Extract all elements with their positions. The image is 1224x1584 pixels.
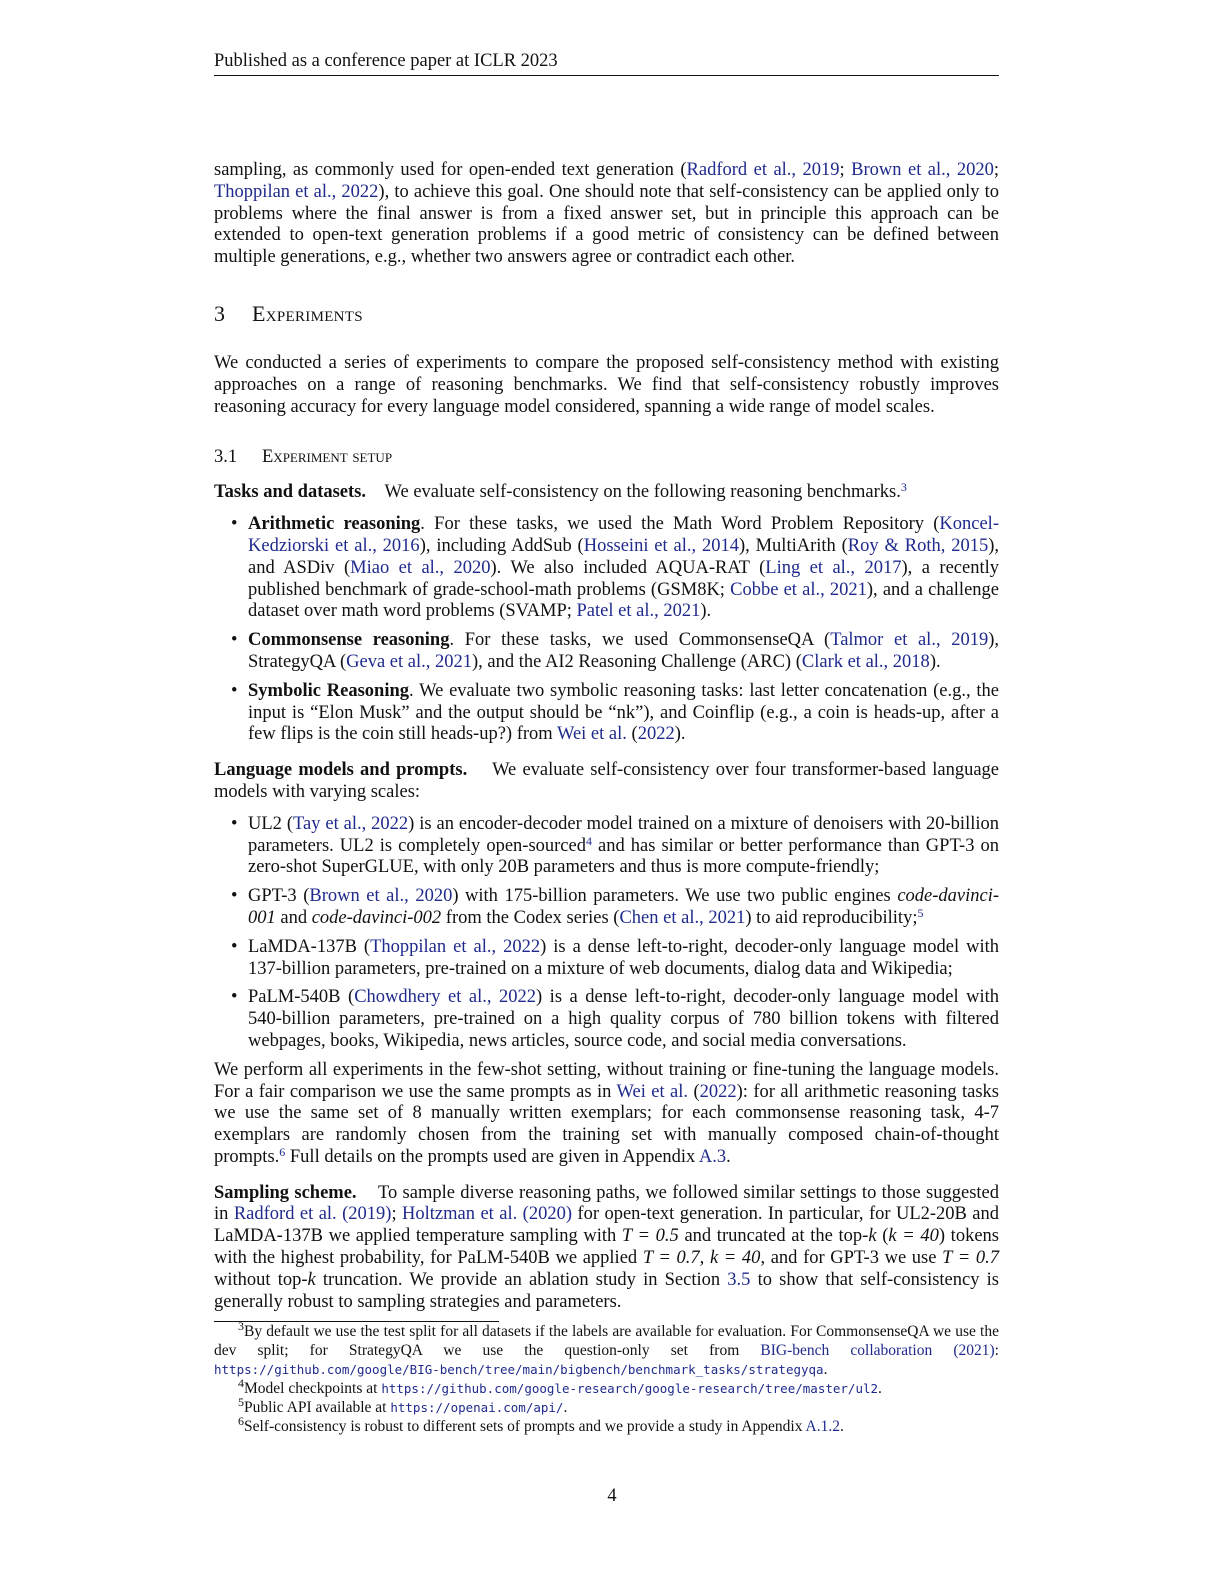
citation-link[interactable]: Clark et al., 2018 xyxy=(801,651,930,672)
text: ), to achieve this goal. One should note that self-consistency can be applied only to problems where the final answer is from a fixed answer set, but in principle this approach can be extended to open-text generation problems if a good metric of consistency can be defined between multiple generations, e.g., whether two answers agree or contradict each other. xyxy=(214,181,999,268)
citation-link[interactable]: Brown et al., 2020 xyxy=(851,160,994,180)
citation-link[interactable]: 2022 xyxy=(637,724,675,745)
citation-link[interactable]: Thoppilan et al., 2022 xyxy=(370,936,541,957)
page-number: 4 xyxy=(607,1486,617,1506)
citation-link[interactable]: Radford et al., 2019 xyxy=(686,160,840,180)
intro-paragraph xyxy=(214,160,999,269)
list-item: • PaLM-540B (Chowdhery et al., 2022) is a dense left-to-right, decoder-only language model with 540-billion parameters, pre-trained on a high quality corpus of 780 billion tokens with filtered webpages, books, Wikipedia, news articles, source code, and social media conversations. xyxy=(214,987,999,1052)
citation-link[interactable]: Cobbe et al., 2021 xyxy=(730,579,867,600)
citation-link[interactable]: Wei et al. xyxy=(616,1081,689,1102)
item-heading: Symbolic Reasoning xyxy=(248,680,410,701)
subsection-title: Experiment setup xyxy=(262,447,393,468)
citation-link[interactable]: Chowdhery et al., 2022 xyxy=(354,987,536,1008)
models-paragraph xyxy=(214,760,999,804)
citation-link[interactable]: 2022 xyxy=(699,1081,737,1102)
paragraph-heading: Sampling scheme. xyxy=(214,1182,357,1203)
list-item: • LaMDA-137B (Thoppilan et al., 2022) is a dense left-to-right, decoder-only language model with 137-billion parameters, pre-trained on a mixture of web documents, dialog data and Wikipedia; xyxy=(214,937,999,981)
section-link[interactable]: 3.5 xyxy=(727,1269,751,1290)
citation-link[interactable]: Hosseini et al., 2014 xyxy=(583,535,739,556)
fewshot-paragraph: We perform all experiments in the few-shot setting, without training or fine-tuning the language models. For a fair comparison we use the same prompts as in Wei et al. (2022): for all arithmetic reasoning tasks we use the same set of 8 manually written exemplars; for each commonsense reasoning task, 4-7 exemplars are randomly chosen from the training set with manually composed chain-of-thought prompts.$^6$ Full details on the prompts used are given in Appendix A.3. xyxy=(214,1059,999,1167)
citation-link[interactable]: Ling et al., 2017 xyxy=(765,557,902,578)
tasks-paragraph xyxy=(214,482,999,504)
footnote-3: $^3$By default we use the test split for all datasets if the labels are available for evaluation. For CommonsenseQA we use the dev split; for StrategyQA we use the question-only set from BIG-bench collaboration (2021): https://github.com/google/BIG-bench/tree/main/bigbench/benchmark_tasks/strategyqa. xyxy=(214,1319,999,1379)
list-item: • Symbolic Reasoning. We evaluate two symbolic reasoning tasks: last letter concatenation (e.g., the input is “Elon Musk” and the output should be “nk”), and Coinflip (e.g., a coin is heads-up, after a few flips is the coin still heads-up?) from Wei et al. (2022). xyxy=(214,681,999,746)
section-number: 3 xyxy=(214,300,225,326)
citation-link[interactable]: Patel et al., 2021 xyxy=(576,601,701,622)
text: We evaluate self-consistency over four transformer-based language models with varying scales: xyxy=(214,760,1000,802)
text: ; xyxy=(993,160,1000,180)
paragraph-heading: Tasks and datasets. xyxy=(214,482,367,503)
footnote-6: $^6$Self-consistency is robust to different sets of prompts and we provide a study in Appendix A.1.2. xyxy=(238,1414,844,1436)
footnote-5: $^5$Public API available at https://openai.com/api/. xyxy=(238,1395,568,1417)
citation-link[interactable]: Brown et al., 2020 xyxy=(309,886,453,907)
list-item: • GPT-3 (Brown et al., 2020) with 175-billion parameters. We use two public engines code-davinci-001 and code-davinci-002 from the Codex series (Chen et al., 2021) to aid reproducibility;$^5$ xyxy=(214,886,999,930)
section-intro-paragraph: We conducted a series of experiments to compare the proposed self-consistency method with existing approaches on a range of reasoning benchmarks. We find that self-consistency robustly improves reasoning accuracy for every language model considered, spanning a wide range of model scales. xyxy=(214,352,999,417)
footnote-marker[interactable]: 3 xyxy=(900,480,907,495)
models-list xyxy=(214,814,999,1053)
citation-link[interactable]: Roy & Roth, 2015 xyxy=(847,535,989,556)
citation-link[interactable]: Thoppilan et al., 2022 xyxy=(214,181,379,202)
footnote-marker[interactable]: 6 xyxy=(279,1144,286,1159)
engine-name: code-davinci-002 xyxy=(311,907,442,928)
list-item: • Arithmetic reasoning. For these tasks, we used the Math Word Problem Repository (Koncel-Kedziorski et al., 2016), including AddSub (Hosseini et al., 2014), MultiArith (Roy & Roth, 2015), and ASDiv (Miao et al., 2020). We also included AQUA-RAT (Ling et al., 2017), a recently published benchmark of grade-school-math problems (GSM8K; Cobbe et al., 2021), and a challenge dataset over math word problems (SVAMP; Patel et al., 2021). xyxy=(214,514,999,623)
url-link[interactable]: https://github.com/google-research/google-research/tree/master/ul2 xyxy=(381,1381,879,1397)
footnote-marker[interactable]: 5 xyxy=(917,905,924,920)
footnote-4: $^4$Model checkpoints at https://github.com/google-research/google-research/tree/master/ul2. xyxy=(238,1376,882,1398)
citation-link[interactable]: Geva et al., 2021 xyxy=(346,651,473,672)
section-heading xyxy=(214,301,999,327)
citation-link[interactable]: Wei et al. xyxy=(556,724,627,745)
citation-link[interactable]: Radford et al. (2019) xyxy=(233,1204,392,1225)
citation-link[interactable]: Talmor et al., 2019 xyxy=(830,630,989,651)
text: sampling, as commonly used for open-ended text generation ( xyxy=(214,160,687,180)
math: T = 0.7 xyxy=(942,1248,999,1269)
citation-link[interactable]: Koncel-Kedziorski et al., 2016 xyxy=(248,514,999,556)
text: ; xyxy=(839,160,852,180)
list-item: • UL2 (Tay et al., 2022) is an encoder-decoder model trained on a mixture of denoisers with 20-billion parameters. UL2 is completely open-sourced$^4$ and has similar or better performance than GPT-3 on zero-shot SuperGLUE, with only 20B parameters and thus is more compute-friendly; xyxy=(214,814,999,879)
paper-page xyxy=(214,48,999,1436)
list-item: • Commonsense reasoning. For these tasks, we used CommonsenseQA (Talmor et al., 2019), StrategyQA (Geva et al., 2021), and the AI2 Reasoning Challenge (ARC) (Clark et al., 2018). xyxy=(214,630,999,674)
citation-link[interactable]: Chen et al., 2021 xyxy=(619,907,746,928)
sampling-paragraph: Sampling scheme. To sample diverse reasoning paths, we followed similar settings to those suggested in Radford et al. (2019); Holtzman et al. (2020) for open-text generation. In particular, for UL2-20B and LaMDA-137B we applied temperature sampling with T = 0.5 and truncated at the top-k (k = 40) tokens with the highest probability, for PaLM-540B we applied T = 0.7, k = 40, and for GPT-3 we use T = 0.7 without top-k truncation. We provide an ablation study in Section 3.5 to show that self-consistency is generally robust to sampling strategies and parameters. xyxy=(214,1182,1000,1312)
text: We evaluate self-consistency on the following reasoning benchmarks. xyxy=(384,482,901,503)
section-title: Experiments xyxy=(252,300,363,326)
citation-link[interactable]: BIG-bench collaboration (2021) xyxy=(760,1342,995,1360)
item-heading: Commonsense reasoning xyxy=(248,630,450,651)
footnote-marker[interactable]: 4 xyxy=(585,833,592,848)
item-heading: Arithmetic reasoning xyxy=(248,514,421,535)
url-link[interactable]: https://openai.com/api/ xyxy=(390,1400,564,1416)
appendix-link[interactable]: A.3 xyxy=(698,1146,727,1167)
appendix-link[interactable]: A.1.2 xyxy=(805,1418,840,1436)
running-header: Published as a conference paper at ICLR 2023 xyxy=(214,48,999,76)
tasks-list xyxy=(214,514,999,746)
math: k = 40 xyxy=(888,1226,939,1247)
math: k xyxy=(307,1269,316,1290)
paragraph-heading: Language models and prompts. xyxy=(214,760,468,781)
citation-link[interactable]: Holtzman et al. (2020) xyxy=(402,1204,572,1225)
subsection-number: 3.1 xyxy=(214,447,238,468)
citation-link[interactable]: Tay et al., 2022 xyxy=(293,813,409,834)
math: T = 0.7, k = 40 xyxy=(642,1248,761,1269)
math: k xyxy=(868,1226,877,1247)
citation-link[interactable]: Miao et al., 2020 xyxy=(350,557,491,578)
math: T = 0.5 xyxy=(621,1226,679,1247)
subsection-heading xyxy=(214,446,999,468)
url-link[interactable]: https://github.com/google/BIG-bench/tree/main/bigbench/benchmark_tasks/strategyqa xyxy=(214,1362,824,1378)
engine-name: code-davinci-001 xyxy=(248,886,1000,928)
